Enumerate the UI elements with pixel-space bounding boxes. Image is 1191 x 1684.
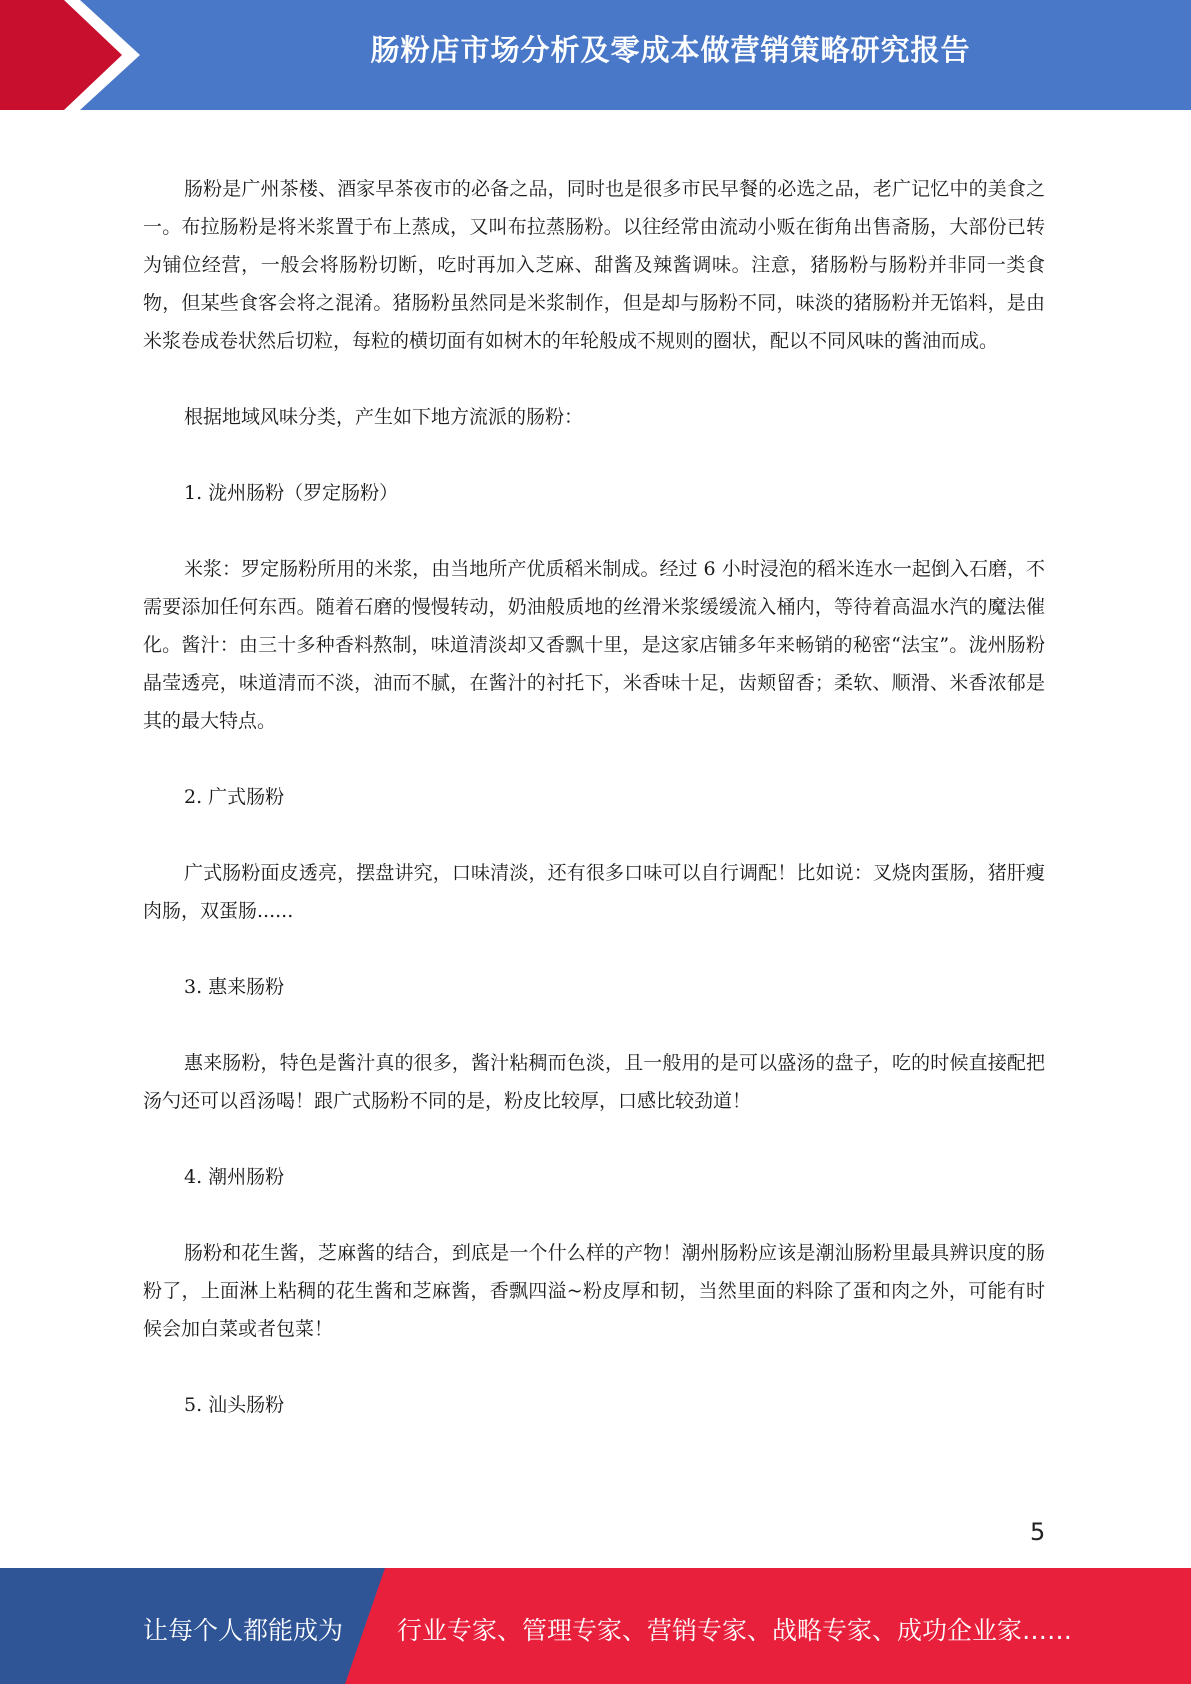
section-paragraph: 肠粉和花生酱，芝麻酱的结合，到底是一个什么样的产物！潮州肠粉应该是潮汕肠粉里最具辨识度的肠粉了，上面淋上粘稠的花生酱和芝麻酱，香飘四溢~粉皮厚和韧，当然里面的料除了蛋和肉之外，可能有时候会加白菜或者包菜！ <box>143 1242 1045 1340</box>
report-title: 肠粉店市场分析及零成本做营销策略研究报告 <box>370 33 971 67</box>
page-number: 5 <box>1030 1518 1046 1546</box>
section-paragraph: 惠来肠粉，特色是酱汁真的很多，酱汁粘稠而色淡，且一般用的是可以盛汤的盘子，吃的时候直接配把汤勺还可以舀汤喝！跟广式肠粉不同的是，粉皮比较厚，口感比较劲道！ <box>143 1052 1045 1112</box>
classification-paragraph: 根据地域风味分类，产生如下地方流派的肠粉： <box>184 406 584 428</box>
footer-slogan-right: 行业专家、管理专家、营销专家、战略专家、成功企业家…… <box>397 1616 1073 1645</box>
section-heading: 1. 泷州肠粉（罗定肠粉） <box>184 482 399 504</box>
section-heading: 2. 广式肠粉 <box>184 786 285 808</box>
section-heading: 4. 潮州肠粉 <box>184 1166 285 1188</box>
section-heading: 5. 汕头肠粉 <box>184 1394 285 1416</box>
intro-paragraph: 肠粉是广州茶楼、酒家早茶夜市的必备之品，同时也是很多市民早餐的必选之品，老广记忆中的美食之一。布拉肠粉是将米浆置于布上蒸成，又叫布拉蒸肠粉。以往经常由流动小贩在街角出售斋肠，大部份已转为铺位经营，一般会将肠粉切断，吃时再加入芝麻、甜酱及辣酱调味。注意，猪肠粉与肠粉并非同一类食物，但某些食客会将之混淆。猪肠粉虽然同是米浆制作，但是却与肠粉不同，味淡的猪肠粉并无馅料，是由米浆卷成卷状然后切粒，每粒的横切面有如树木的年轮般成不规则的圈状，配以不同风味的酱油而成。 <box>143 178 1045 352</box>
report-body <box>143 170 1045 1462</box>
section-paragraph: 米浆：罗定肠粉所用的米浆，由当地所产优质稻米制成。经过 6 小时浸泡的稻米连水一起倒入石磨，不需要添加任何东西。随着石磨的慢慢转动，奶油般质地的丝滑米浆缓缓流入桶内，等待着高温水汽的魔法催化。酱汁：由三十多种香料熬制，味道清淡却又香飘十里，是这家店铺多年来畅销的秘密“法宝”。泷州肠粉晶莹透亮，味道清而不淡，油而不腻，在酱汁的衬托下，米香味十足，齿颊留香；柔软、顺滑、米香浓郁是其的最大特点。 <box>143 558 1045 732</box>
page-footer <box>0 1568 1191 1684</box>
section-paragraph: 广式肠粉面皮透亮，摆盘讲究，口味清淡，还有很多口味可以自行调配！比如说：叉烧肉蛋肠，猪肝瘦肉肠，双蛋肠...... <box>143 862 1045 922</box>
page-header <box>0 0 1191 110</box>
footer-slogan-left: 让每个人都能成为 <box>143 1616 344 1645</box>
section-heading: 3. 惠来肠粉 <box>184 976 285 998</box>
